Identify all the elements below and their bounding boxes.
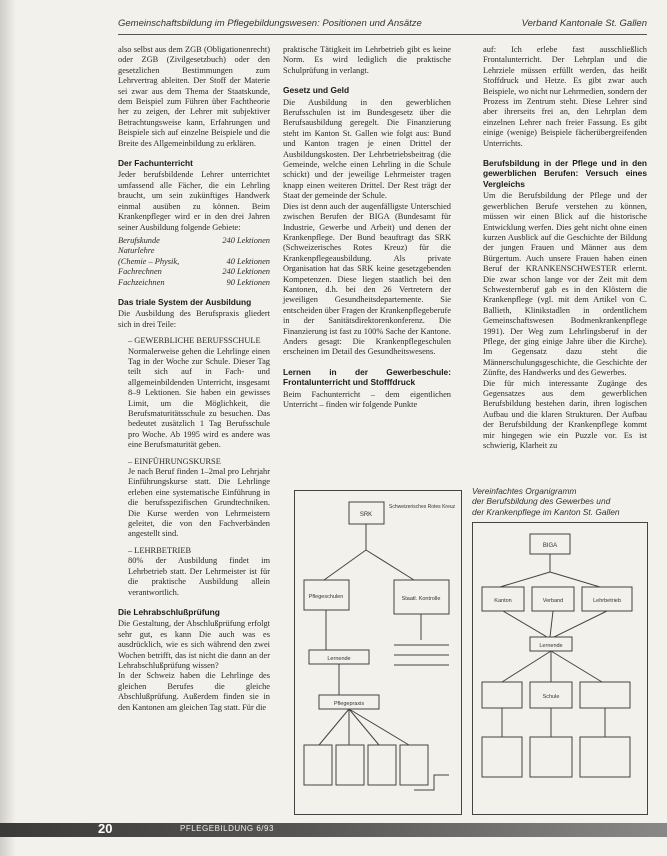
section-heading: Das triale System der Ausbildung — [118, 296, 252, 307]
box-a-label: Pflegeschulen — [308, 594, 344, 600]
box-d-label: Pflegepraxis — [333, 701, 365, 707]
box-top-label: BIGA — [542, 543, 558, 549]
bullet-block — [118, 546, 270, 598]
paragraph: praktische Tätigkeit im Lehrbetrieb gibt es keine Norm. Es wird lediglich die praktische Schulprüfung in verlangt. — [283, 45, 451, 75]
paragraph: Die Ausbildung des Berufspraxis gliedert sich in drei Teile: — [118, 309, 270, 329]
footer-title: PFLEGEBILDUNG 6/93 — [180, 824, 274, 833]
paragraph: Jeder berufsbildende Lehrer unterrichtet umfassend alle Fächer, die ein Lehrling braucht, um sein zukünftiges Handwerk einmal ausüben zu können. Beim Krankenpfleger wird er in den drei Jahren seiner Ausbildung folgende Gebiete: — [118, 170, 270, 232]
organigram-trades — [472, 522, 648, 815]
section-heading: Lernen in der Gewerbeschule: Frontalunterricht und Stofffdruck — [283, 366, 451, 388]
bullet-block — [118, 457, 270, 540]
box-top-label: SRK — [359, 512, 373, 518]
list-item: Naturlehre — [118, 246, 155, 256]
paragraph: Um die Berufsbildung der Pflege und der gewerblichen Berufe verstehen zu können, müssen wir einen Blick auf die historische Entwicklung werfen. Dies geht nicht ohne einen kurzen Ausblick auf die Geschichte der Bildung der jungen Frauen und Männer aus dem Bürgertum. Auch unsere Frauen haben einen Beruf der KRANKENSCHWESTER erlernt. Die zwar schon lange vor der Zeit mit dem Schwesternberuf gab es in den Klöstern die Krankenpflege (vgl. mit dem Artikel von C. Ballieth, Klinikstadlen in ordentlichem Gemeinschaftswesen Bodmenkrankenpflege 1991). Der Weg zum Lehrlingsberuf in der Pflege, der ging einige Jahre über die Kirche). Im Gegensatz dazu steht die Männerschulungsgeschichte, die Geschichte der Zünfte, des Handwerks und des Gewerbes. — [483, 191, 647, 378]
paragraph: Beim Fachunterricht – dem eigentlichen Unterricht – finden wir folgende Punkte — [283, 389, 451, 409]
list-item: (Chemie – Physik, 40 Lektionen — [118, 256, 270, 266]
header-left: Gemeinschaftsbildung im Pflegebildungswesen: Positionen und Ansätze — [118, 18, 422, 29]
bullet-title: – EINFÜHRUNGSKURSE — [128, 456, 221, 466]
organigram-nursing — [294, 490, 462, 815]
bullet-text: Je nach Beruf finden 1–2mal pro Lehrjahr Einführungskurse statt. Die Lehrlinge erleben eine systematische Einführung in die berufsspezifischen Grundtechniken. Die Kurse werden von Lehrmeistern geleitet, die von den Fachverbänden angestellt sind. — [128, 467, 270, 539]
page-number: 20 — [98, 821, 113, 836]
bullet-title: – LEHRBETRIEB — [128, 545, 192, 555]
diagram-caption: Vereinfachtes Organigramm der Berufsbildung des Gewerbes und der Krankenpflege im Kanton St. Gallen — [472, 486, 620, 517]
header-right: Verband Kantonale St. Gallen — [521, 18, 647, 29]
list-item: Berufskunde 240 Lektionen — [118, 235, 270, 245]
list-item: Fachzeichnen 90 Lektionen — [118, 277, 270, 287]
box-a-label: Kanton — [494, 598, 512, 604]
top-note: Schweizerisches Rotes Kreuz — [389, 504, 456, 510]
bullet-title: – GEWERBLICHE BERUFSSCHULE — [128, 336, 261, 346]
page-edge-shadow — [0, 0, 16, 856]
paragraph: Die für mich interessante Zugänge des Gegensatzes aus dem gewerblichen Berufsbildung bestehen darin, ihren logischen Aufbau und die klaren Strukturen. Der Aufbau der Berufsbildung der Krankenpflege kommt mir hingegen wie ein Puzzle vor. Es ist schwierig, Klarheit zu — [483, 378, 647, 451]
column-2 — [283, 45, 451, 410]
paragraph: Die Ausbildung in den gewerblichen Berufsschulen ist im Bundesgesetz über die Berufsausbildung geregelt. Die Finanzierung steht im Kanton St. Gallen wie folgt aus: Bund und Kanton tragen je einen Drittel der Ausbildungskosten. Der Lehrbetriebsbeitrag (die Gemeinde, welche einen Lehrling in die Schule schickt) und der jeweilige Lehrmeister tragen knapp einen weiteren Drittel. Der Rest trägt der Staat der gemeinde der Schule. — [283, 97, 451, 201]
box-b-label: Staatl. Kontrolle — [401, 596, 441, 602]
section-heading: Gesetz und Geld — [283, 85, 350, 96]
box-c-label: Lernende — [327, 656, 351, 662]
bullet-text: Normalerweise gehen die Lehrlinge einen Tag in der Woche zur Schule. Dieser Tag teilt sich auf in Fach- und allgemeinbildenden Unterricht, insgesamt 8–9 Lektionen. Sie haben ein gewisses Limit, um die Möglichkeit, die Berufsmaturitätsschule zu besuchen. Das bedeutet zusätzlich 1 Tag Berufsschule pro Woche. Ab 1995 wird es andere was eine Berufsmaturität geben. — [128, 346, 270, 450]
column-3 — [483, 45, 647, 451]
box-d-label: Schule — [542, 694, 560, 700]
paragraph: also selbst aus dem ZGB (Obligationenrecht) oder ZGB (Zivilgesetzbuch) oder den gesetzlichen Bestimmungen zum Lehrvertrag ableiten. Der Stoff der Materie sei zwar aus dem Thema der Staatskunde, dem Beispiel zum Führen über Fachtheorie her zu zeigen, der Lehrer mit subjektiver Betrachtungsweise kann, Erfahrungen und Beispiele sich auf einzelne Beispiele und die Breite des Allgemeinbildung zu erklären. — [118, 45, 270, 148]
section-heading: Der Fachunterricht — [118, 158, 193, 169]
paragraph: auf: Ich erlebe fast ausschließlich Frontalunterricht. Der Lehrplan und die Lehrziele müssen erfüllt werden, das heißt Stoffdruck und Hetze. Es gibt zwar auch Beispiele, wo nicht nur Lehrmedien, sondern der Prozess im Zentrum steht. Diese Lehrer sind aber ihrerseits frei an, den Lehrplan dem einzelnen Lehrer nach freier Fassung. Es gibt einige (wenige) Beispiele fächerübergreifenden Unterrichts. — [483, 45, 647, 148]
box-b-label: Verband — [542, 598, 564, 604]
list-item: Fachrechnen 240 Lektionen — [118, 267, 270, 277]
column-1 — [118, 45, 270, 713]
box-c-label: Lehrbetrieb — [593, 598, 621, 604]
bullet-text: 80% der Ausbildung findet im Lehrbetrieb statt. Der Lehrmeister ist für die praktische Ausbildung allein verantwortlich. — [128, 556, 270, 597]
running-header — [118, 16, 647, 35]
subject-list — [118, 236, 270, 288]
paragraph: In der Schweiz haben die Lehrlinge des gleichen Berufes die gleiche Abschlußprüfung. Außerdem finden sie in den Kantonen am gleichen Tag statt. Für die — [118, 671, 270, 712]
box-e-label: Lernende — [539, 643, 563, 649]
section-heading: Berufsbildung in der Pflege und in den gewerblichen Berufen: Versuch eines Vergleichs — [483, 158, 647, 189]
section-heading: Die Lehrabschlußprüfung — [118, 606, 220, 617]
paragraph: Dies ist denn auch der augenfälligste Unterschied zwischen Berufen der BIGA (Bundesamt für Industrie, Gewerbe und Arbeit) und denen der Krankenpflege. Der Bund beauftragt das SRK (Schweizerisches Rotes Kreuz) für die Krankenpflegeausbildung. Als private Organisation hat das SRK keine gesetzgebenden Kompetenzen. Diese liegen staatlich bei den Kantonen, d.h. bei den 26 Vertretern der jeweiligen Gesundheitsdepartemente. Sie entscheiden über Fragen der Krankenpflegeberufe in der Sanitätsdirektorenkonferenz. Die Finanzierung ist fast zu 100% Sache der Kantone. Anders gesagt: Die Krankenpflegeschulen erscheinen im Detail des Gesundheitswesens. — [283, 201, 451, 357]
bullet-block — [118, 336, 270, 450]
paragraph: Die Gestaltung, der Abschlußprüfung erfolgt sehr gut, es kann Die auch was es ausdrücklich, wie es sich während den zwei Wochen betrifft, das ist nicht die dann an der Lehrabschlußprüfung wissen? — [118, 619, 270, 670]
